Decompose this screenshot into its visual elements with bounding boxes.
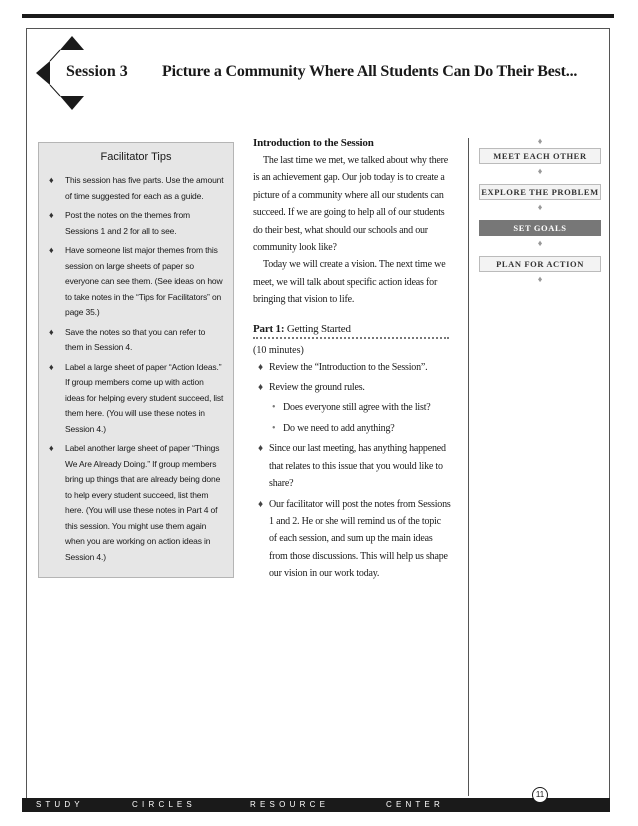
diamond-bullet-icon: ♦ [258,443,263,455]
diamond-bullet-icon: ♦ [258,361,263,373]
footer-word: C E N T E R [386,800,441,809]
part-heading [253,323,451,335]
tip-text: Label a large sheet of paper “Action Ideas.” If group members come up with action ideas for helping every student succeed, list them here. (You will use these notes in Session 4.) [65,361,224,434]
tip-text: Label another large sheet of paper “Things We Are Already Doing.” If group members bring up things that are already being done to help every student succeed, list them here. (You will use these notes in Part 4 of this session. You might use them again when you are working on action ideas in Session 4.) [65,443,221,562]
column-divider [468,138,469,796]
diamond-icon: ♦ [537,238,543,248]
diamond-bullet-icon: ♦ [49,245,54,255]
substep-item [269,420,451,437]
tip-text: Save the notes so that you can refer to them in Session 4. [65,326,206,352]
nav-item-plan-for-action: PLAN FOR ACTION [479,256,601,272]
diamond-icon: ♦ [537,136,543,146]
step-text: Review the ground rules. [269,382,365,394]
tip-item [47,173,225,204]
session-number: Session 3 [66,63,128,80]
part-label: Part 1: [253,322,285,335]
tip-text: Post the notes on the themes from Sessions 1 and 2 for all to see. [65,210,190,236]
diamond-icon: ♦ [537,166,543,176]
diamond-icon: ♦ [537,274,543,284]
step-item [253,496,451,583]
main-content [253,137,451,586]
steps-list [253,359,451,583]
diamond-bullet-icon: ♦ [49,210,54,220]
footer-word: C I R C L E S [132,800,193,809]
tip-item [47,360,225,438]
nav-item-explore-the-problem: EXPLORE THE PROBLEM [479,184,601,200]
intro-paragraph: The last time we met, we talked about why there is an achievement gap. Our job today is to create a picture of a community where all our students can succeed. If we are going to help all of our students do their best, what should our schools and our community look like? [253,155,448,254]
diamond-bullet-icon: ♦ [49,175,54,185]
diamond-icon: ♦ [537,202,543,212]
substeps-list [269,399,451,437]
footer-organization [36,800,441,809]
diamond-bullet-icon: ♦ [258,382,263,394]
diamond-bullet-icon: ♦ [49,326,54,337]
facilitator-tips-list [47,173,225,565]
facilitator-tips-title: Facilitator Tips [100,151,172,163]
diamond-bullet-icon: ♦ [258,498,263,510]
intro-paragraph: Today we will create a vision. The next time we meet, we will talk about specific action ideas for bringing that vision to life. [253,259,446,306]
session-progress-nav [479,134,601,286]
dotted-divider [253,337,449,339]
step-item [253,440,451,492]
nav-item-meet-each-other: MEET EACH OTHER [479,148,601,164]
tip-item [47,325,225,356]
dot-bullet-icon: • [272,422,276,434]
tip-item [47,208,225,239]
substep-text: Do we need to add anything? [283,422,395,434]
substep-item [269,399,451,416]
step-text: Our facilitator will post the notes from Sessions 1 and 2. He or she will remind us of the topic of each session, and sum up the main ideas from those discussions. This will help us shape our vision in our work today. [269,498,451,580]
diamond-bullet-icon: ♦ [49,443,54,453]
part-duration: (10 minutes) [253,344,304,356]
step-item [253,379,451,437]
page-number: 11 [532,787,548,803]
intro-heading: Introduction to the Session [253,137,374,149]
dot-bullet-icon: • [272,402,276,414]
facilitator-tips-box [38,142,234,578]
part-title: Getting Started [286,322,351,335]
tip-item [47,243,225,321]
tip-item [47,441,225,565]
page-title: Picture a Community Where All Students Can Do Their Best... [162,63,578,80]
top-rule [22,14,614,18]
step-text: Review the “Introduction to the Session”. [269,361,428,373]
footer-word: R E S O U R C E [250,800,326,809]
footer-word: S T U D Y [36,800,81,809]
tip-text: Have someone list major themes from this session on large sheets of paper so everyone can see them. (See ideas on how to take notes in the “Tips for Facilitators” on page 35.) [65,245,223,317]
substep-text: Does everyone still agree with the list? [283,402,431,414]
diamond-bullet-icon: ♦ [49,361,54,372]
step-item [253,359,451,376]
nav-item-set-goals: SET GOALS [479,220,601,236]
step-text: Since our last meeting, has anything happened that relates to this issue that you would like to share? [269,443,446,490]
tip-text: This session has five parts. Use the amount of time suggested for each as a guide. [65,175,224,201]
